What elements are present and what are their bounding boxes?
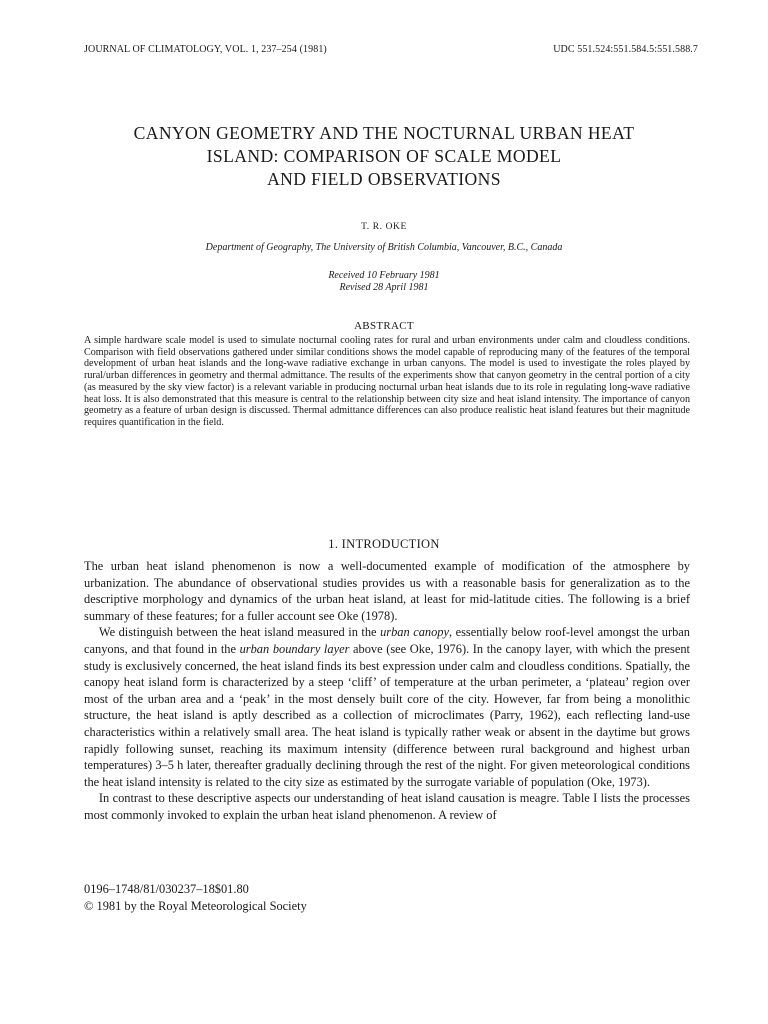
introduction-body — [84, 558, 690, 824]
revised-date: Revised 28 April 1981 — [339, 282, 429, 293]
abstract-heading: ABSTRACT — [354, 320, 414, 332]
abstract-text: A simple hardware scale model is used to simulate nocturnal cooling rates for rural and urban environments under calm and cloudless conditions. Comparison with field observations gathered under similar conditions shows the model capable of reproducing many of the features of the temporal development of urban heat islands and the long-wave radiative exchange in urban canyons. The model is used to investigate the roles played by rural/urban differences in geometry and thermal admittance. The results of the experiments show that canyon geometry in the central portion of a city (as measured by the sky view factor) is a relevant variable in producing nocturnal urban heat islands due to its role in regulating long-wave radiative heat loss. It is also demonstrated that this measure is central to the relationship between city size and heat island intensity. The importance of canyon geometry as a feature of urban design is discussed. Thermal admittance differences can also produce realistic heat island features but their magnitude requires quantification in the field. — [84, 335, 690, 428]
author-name: T. R. OKE — [361, 222, 407, 232]
emphasis-urban-canopy: urban canopy — [380, 625, 449, 640]
copyright-notice: © 1981 by the Royal Meteorological Society — [84, 899, 307, 913]
page-footer — [84, 881, 307, 915]
running-head — [84, 44, 698, 55]
journal-citation: JOURNAL OF CLIMATOLOGY, VOL. 1, 237–254 (1981) — [84, 44, 327, 55]
title-line: AND FIELD OBSERVATIONS — [267, 169, 501, 189]
title-line: ISLAND: COMPARISON OF SCALE MODEL — [206, 146, 562, 166]
submission-dates — [0, 270, 768, 294]
udc-code: UDC 551.524:551.584.5:551.588.7 — [553, 44, 698, 55]
paragraph: We distinguish between the heat island measured in the urban canopy, essentially below roof-level amongst the urban canyons, and that found in the urban boundary layer above (see Oke, 1976). In the canopy layer, with which the present study is exclusively concerned, the heat island finds its best expression under calm and cloudless conditions. Spatially, the canopy heat island form is characterized by a steep ‘cliff’ of temperature at the urban perimeter, a ‘plateau’ region over most of the urban area and a ‘peak’ in the most densely built core of the city. However, far from being a monolithic structure, the heat island is aptly described as a collection of microclimates (Parry, 1962), each reflecting land-use characteristics within a relatively small area. The heat island is typically rather weak or absent in the daytime but grows rapidly following sunset, reaching its maximum intensity (difference between rural background and highest urban temperatures) 3–5 h later, thereafter gradually declining through the rest of the night. For given meteorological conditions the heat island intensity is related to the city size as estimated by the surrogate variable of population (Oke, 1973). — [84, 625, 690, 789]
paragraph: In contrast to these descriptive aspects our understanding of heat island causation is meagre. Table I lists the processes most commonly invoked to explain the urban heat island phenomenon. A review of — [84, 791, 690, 822]
paragraph: The urban heat island phenomenon is now a well-documented example of modification of the atmosphere by urbanization. The abundance of observational studies provides us with a reasonable basis for generalization as to the descriptive morphology and dynamics of the urban heat island, at least for mid-latitude cities. The following is a brief summary of these features; for a fuller account see Oke (1978). — [84, 559, 690, 623]
emphasis-urban-boundary-layer: urban boundary layer — [239, 641, 350, 656]
section-heading-introduction: 1. INTRODUCTION — [328, 537, 440, 551]
article-code: 0196–1748/81/030237–18$01.80 — [84, 882, 249, 896]
title-line: CANYON GEOMETRY AND THE NOCTURNAL URBAN HEAT — [133, 123, 635, 143]
received-date: Received 10 February 1981 — [328, 270, 440, 281]
author-affiliation: Department of Geography, The University of British Columbia, Vancouver, B.C., Canada — [205, 242, 563, 253]
article-title — [60, 122, 708, 191]
